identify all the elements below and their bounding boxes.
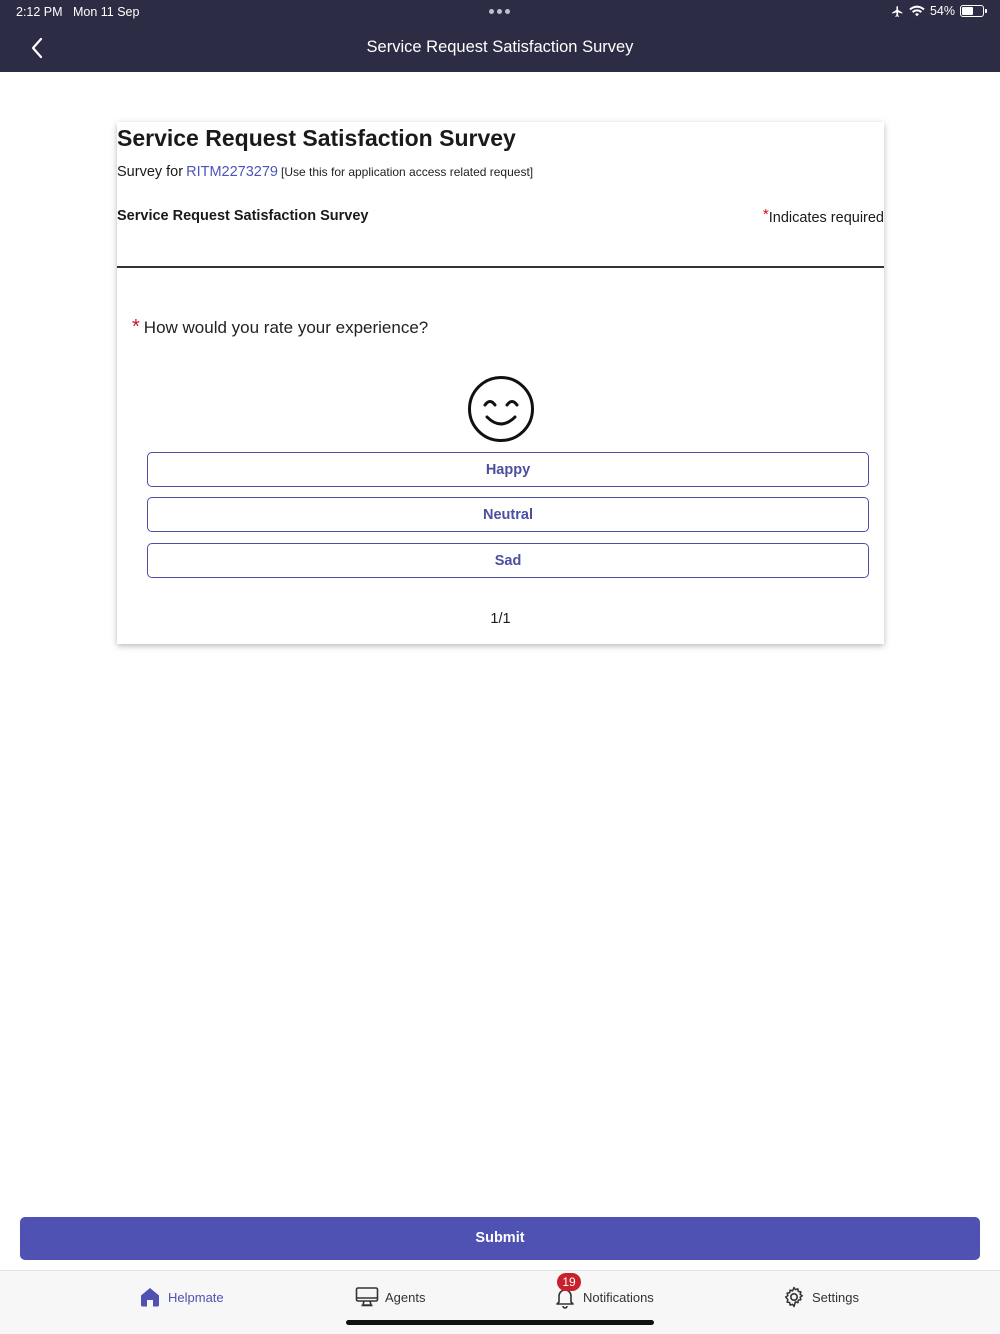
wifi-icon bbox=[909, 5, 925, 17]
tab-notifications-label: Notifications bbox=[583, 1289, 654, 1305]
divider bbox=[117, 266, 884, 268]
notifications-badge: 19 bbox=[557, 1273, 581, 1291]
status-time: 2:12 PM bbox=[16, 5, 63, 19]
home-icon bbox=[138, 1285, 162, 1309]
question-text: How would you rate your experience? bbox=[143, 318, 429, 337]
survey-card bbox=[117, 122, 884, 644]
required-note bbox=[763, 206, 884, 226]
battery-icon bbox=[960, 5, 984, 17]
nav-title: Service Request Satisfaction Survey bbox=[366, 38, 634, 56]
tab-settings-label: Settings bbox=[812, 1289, 859, 1305]
page-count: 1/1 bbox=[490, 611, 511, 627]
status-time-date bbox=[16, 5, 139, 19]
question bbox=[132, 316, 428, 339]
gear-icon bbox=[782, 1285, 806, 1309]
option-happy-button[interactable]: Happy bbox=[147, 452, 869, 487]
monitor-icon bbox=[355, 1285, 379, 1309]
smiley-face-icon bbox=[467, 375, 535, 443]
option-neutral-button[interactable]: Neutral bbox=[147, 497, 869, 532]
airplane-icon bbox=[891, 5, 904, 18]
submit-button[interactable]: Submit bbox=[20, 1217, 980, 1260]
tab-agents-label: Agents bbox=[385, 1289, 426, 1305]
tab-agents[interactable] bbox=[355, 1285, 425, 1309]
status-indicators bbox=[891, 4, 984, 18]
status-date: Mon 11 Sep bbox=[72, 5, 140, 19]
tab-helpmate-label: Helpmate bbox=[168, 1289, 224, 1305]
tab-settings[interactable] bbox=[782, 1285, 859, 1309]
battery-percent: 54% bbox=[929, 4, 955, 18]
home-indicator bbox=[346, 1320, 654, 1325]
request-note: [Use this for application access related request] bbox=[280, 165, 534, 179]
required-star: * bbox=[762, 206, 769, 223]
survey-for-line bbox=[117, 164, 533, 180]
required-label: Indicates required bbox=[768, 210, 884, 226]
section-title: Service Request Satisfaction Survey bbox=[117, 208, 369, 224]
tab-helpmate[interactable] bbox=[138, 1285, 224, 1309]
option-sad-button[interactable]: Sad bbox=[147, 543, 869, 578]
multitasking-dots-icon[interactable] bbox=[489, 9, 510, 14]
survey-for-label: Survey for bbox=[117, 164, 184, 180]
survey-title: Service Request Satisfaction Survey bbox=[117, 125, 516, 151]
question-required-star: * bbox=[132, 316, 140, 338]
top-bar bbox=[0, 0, 1000, 72]
request-id-link[interactable]: RITM2273279 bbox=[186, 164, 278, 180]
